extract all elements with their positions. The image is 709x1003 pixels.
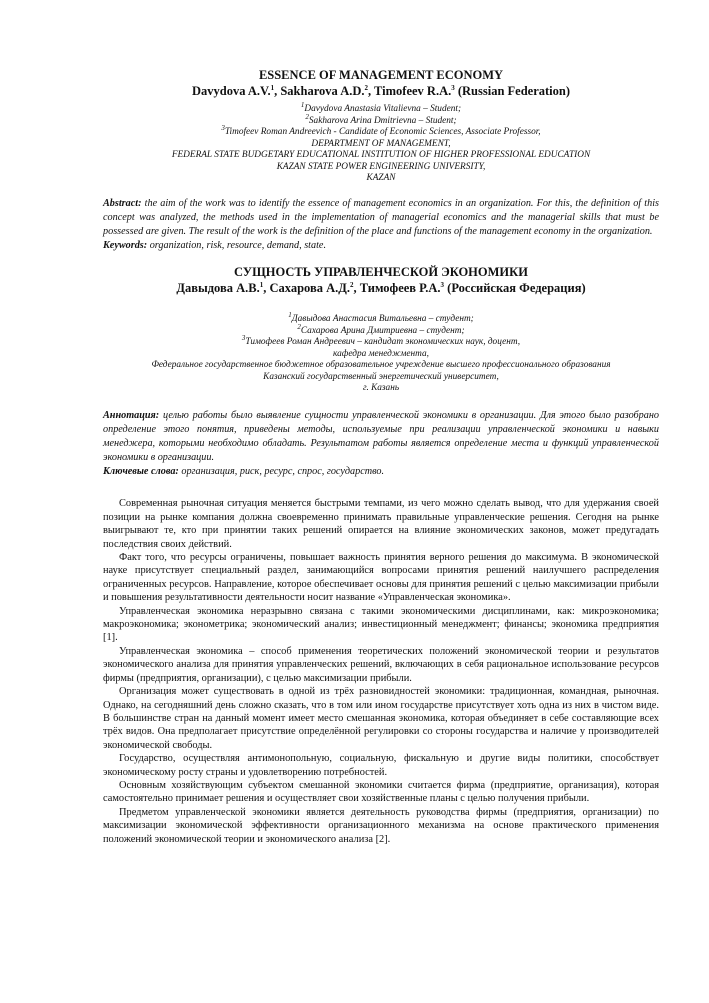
author-index: 2 xyxy=(364,83,369,92)
affiliation-line: KAZAN STATE POWER ENGINEERING UNIVERSITY, xyxy=(276,161,486,172)
author-name: Давыдова А.В. xyxy=(176,281,260,296)
author-separator: , xyxy=(263,281,270,296)
author-separator: , xyxy=(353,281,360,296)
affiliation-line xyxy=(103,112,659,128)
body-paragraph: Современная рыночная ситуация меняется быстрыми темпами, из чего можно сделать вывод, что для удержания своей позиции на рынке компания должна своевременно принимать правильные управленческие решения. Сегодня на рынке выигрывают те, кто при принятии таких решений опирается на влияние экономических законов, может предугадать последствия своих действий. xyxy=(103,498,659,550)
affiliation-line: Федеральное государственное бюджетное образовательное учреждение высшего профессионального образования xyxy=(151,360,611,371)
english-affiliations xyxy=(103,100,659,185)
affiliation-text: Тимофеев Роман Андреевич – кандидат экономических наук, доцент, xyxy=(245,337,521,348)
body-paragraph: Предметом управленческой экономики является деятельность руководства фирмы (предприятия, организации) по максимизации экономической эффективности организационного механизма на основе практического применения положений экономической теории и экономического анализа [2]. xyxy=(103,806,659,845)
affiliation-line: Казанский государственный энергетический университет, xyxy=(263,371,499,382)
author-name: Тимофеев Р.А. xyxy=(359,281,441,296)
author-index: 3 xyxy=(440,280,445,289)
author-name: Сахарова А.Д. xyxy=(269,281,350,296)
body-paragraph: Управленческая экономика – способ применения теоретических положений экономической теории и результатов экономического анализа для принятия управленческих решений, включающих в себя рациональное использование ресурсов фирмы (предприятия, организации), с целью максимизации прибыли. xyxy=(103,645,659,684)
affiliation-line xyxy=(103,100,659,116)
affiliation-line: DEPARTMENT OF MANAGEMENT, xyxy=(311,138,451,149)
body-text xyxy=(103,497,659,846)
english-keywords xyxy=(103,239,659,253)
russian-title: СУЩНОСТЬ УПРАВЛЕНЧЕСКОЙ ЭКОНОМИКИ xyxy=(234,265,528,280)
affiliation-text: Timofeev Roman Andreevich - Candidate of Economic Sciences, Associate Professor, xyxy=(224,127,541,137)
author-index: 1 xyxy=(259,280,264,289)
affiliation-text: Сахарова Арина Дмитриевна – студент; xyxy=(300,325,465,336)
keywords-label: Keywords: xyxy=(103,240,148,252)
affiliation-index: 3 xyxy=(241,334,246,343)
english-title: ESSENCE OF MANAGEMENT ECONOMY xyxy=(258,68,504,82)
russian-affiliations xyxy=(103,311,659,395)
abstract-label: Аннотация: xyxy=(103,409,160,421)
russian-abstract xyxy=(103,409,659,466)
author-separator: , xyxy=(274,84,281,98)
body-paragraph: Факт того, что ресурсы ограничены, повышает важность принятия верного решения до максимума. В экономической науке присутствует специальный раздел, занимающийся вопросами принятия решений наилучшего распределения ограниченных ресурсов. Направление, которое обеспечивает основы для принятия решений с целью максимизации прибыли и повышения результативности деятельности носит название «Управленческая экономика». xyxy=(103,552,659,604)
english-abstract xyxy=(103,197,659,240)
keywords-text: организация, риск, ресурс, спрос, государство. xyxy=(178,466,385,478)
author-name: Timofeev R.A. xyxy=(374,84,452,98)
author-name: Davydova A.V. xyxy=(191,84,271,98)
affiliation-line xyxy=(103,334,659,349)
author-country: (Российская Федерация) xyxy=(444,281,586,296)
english-authors xyxy=(103,83,659,99)
affiliation-line: кафедра менеджмента, xyxy=(333,348,429,359)
affiliation-index: 1 xyxy=(300,100,305,109)
affiliation-line xyxy=(103,322,659,338)
keywords-text: organization, risk, resource, demand, state. xyxy=(147,240,326,252)
affiliation-line: FEDERAL STATE BUDGETARY EDUCATIONAL INSTITUTION OF HIGHER PROFESSIONAL EDUCATION xyxy=(171,150,591,160)
body-paragraph: Государство, осуществляя антимонопольную, социальную, фискальную и другие виды политики, способствует экономическому росту страны и удовлетворению потребностей. xyxy=(103,753,659,778)
affiliation-line xyxy=(103,311,659,326)
body-paragraph: Организация может существовать в одной из трёх разновидностей экономики: традиционная, командная, рыночная. Однако, на сегодняшний день сложно сказать, что в том или ином государстве присутствует хоть одна из них в чистом виде. В большинстве стран на данный момент имеет место смешанная экономика, которая объединяет в себе составляющие всех трёх видов. Она предполагает присутствие определённой регулировки со стороны государства и наличие у производителей экономической свободы. xyxy=(103,686,659,751)
affiliation-index: 1 xyxy=(288,311,292,320)
russian-keywords xyxy=(103,465,659,479)
author-index: 1 xyxy=(270,83,275,92)
affiliation-text: Davydova Anastasia Vitalievna – Student; xyxy=(304,104,462,114)
russian-authors xyxy=(103,280,659,296)
author-separator: , xyxy=(368,84,375,98)
affiliation-index: 2 xyxy=(297,322,301,331)
abstract-text: целью работы было выявление сущности управленческой экономики в организации. Для этого было разобрано определение этого понятия, приведены методы, используемые при реализации управленческой экономики и навыки менеджера, которыми необходимо обладать. Результатом работы является определение места и функций управленческой экономики в организации. xyxy=(103,409,659,464)
paper-page xyxy=(103,68,659,846)
author-index: 2 xyxy=(349,280,354,289)
affiliation-text: Sakharova Arina Dmitrievna – Student; xyxy=(308,115,457,126)
affiliation-line: KAZAN xyxy=(366,173,396,183)
abstract-text: the aim of the work was to identify the essence of management economics in an organization. For this, the definition of this concept was analyzed, the methods used in the implementation of managerial economics and the managerial skills that must be possessed are given. The result of the work is the definition of the place and functions of the management economy in the organization. xyxy=(103,197,659,237)
author-name: Sakharova A.D. xyxy=(280,84,365,98)
body-paragraph: Управленческая экономика неразрывно связана с такими экономическими дисциплинами, как: микроэкономика; макроэкономика; эконометрика; экономический анализ; инвестиционный менеджмент; финансы; экономика предприятия [1]. xyxy=(103,605,659,644)
author-index: 3 xyxy=(451,83,455,92)
affiliation-index: 2 xyxy=(305,112,309,121)
affiliation-line: г. Казань xyxy=(362,383,400,394)
abstract-label: Abstract: xyxy=(103,197,142,209)
affiliation-index: 3 xyxy=(221,123,225,132)
keywords-label: Ключевые слова: xyxy=(103,466,179,478)
affiliation-text: Давыдова Анастасия Витальевна – студент; xyxy=(291,314,474,325)
author-country: (Russian Federation) xyxy=(454,84,571,98)
affiliation-line xyxy=(103,123,659,139)
body-paragraph: Основным хозяйствующим субъектом смешанной экономики считается фирма (предприятие, организация), которая самостоятельно принимает решения и осуществляет свои хозяйственные планы с целью получения прибыли. xyxy=(103,779,659,805)
